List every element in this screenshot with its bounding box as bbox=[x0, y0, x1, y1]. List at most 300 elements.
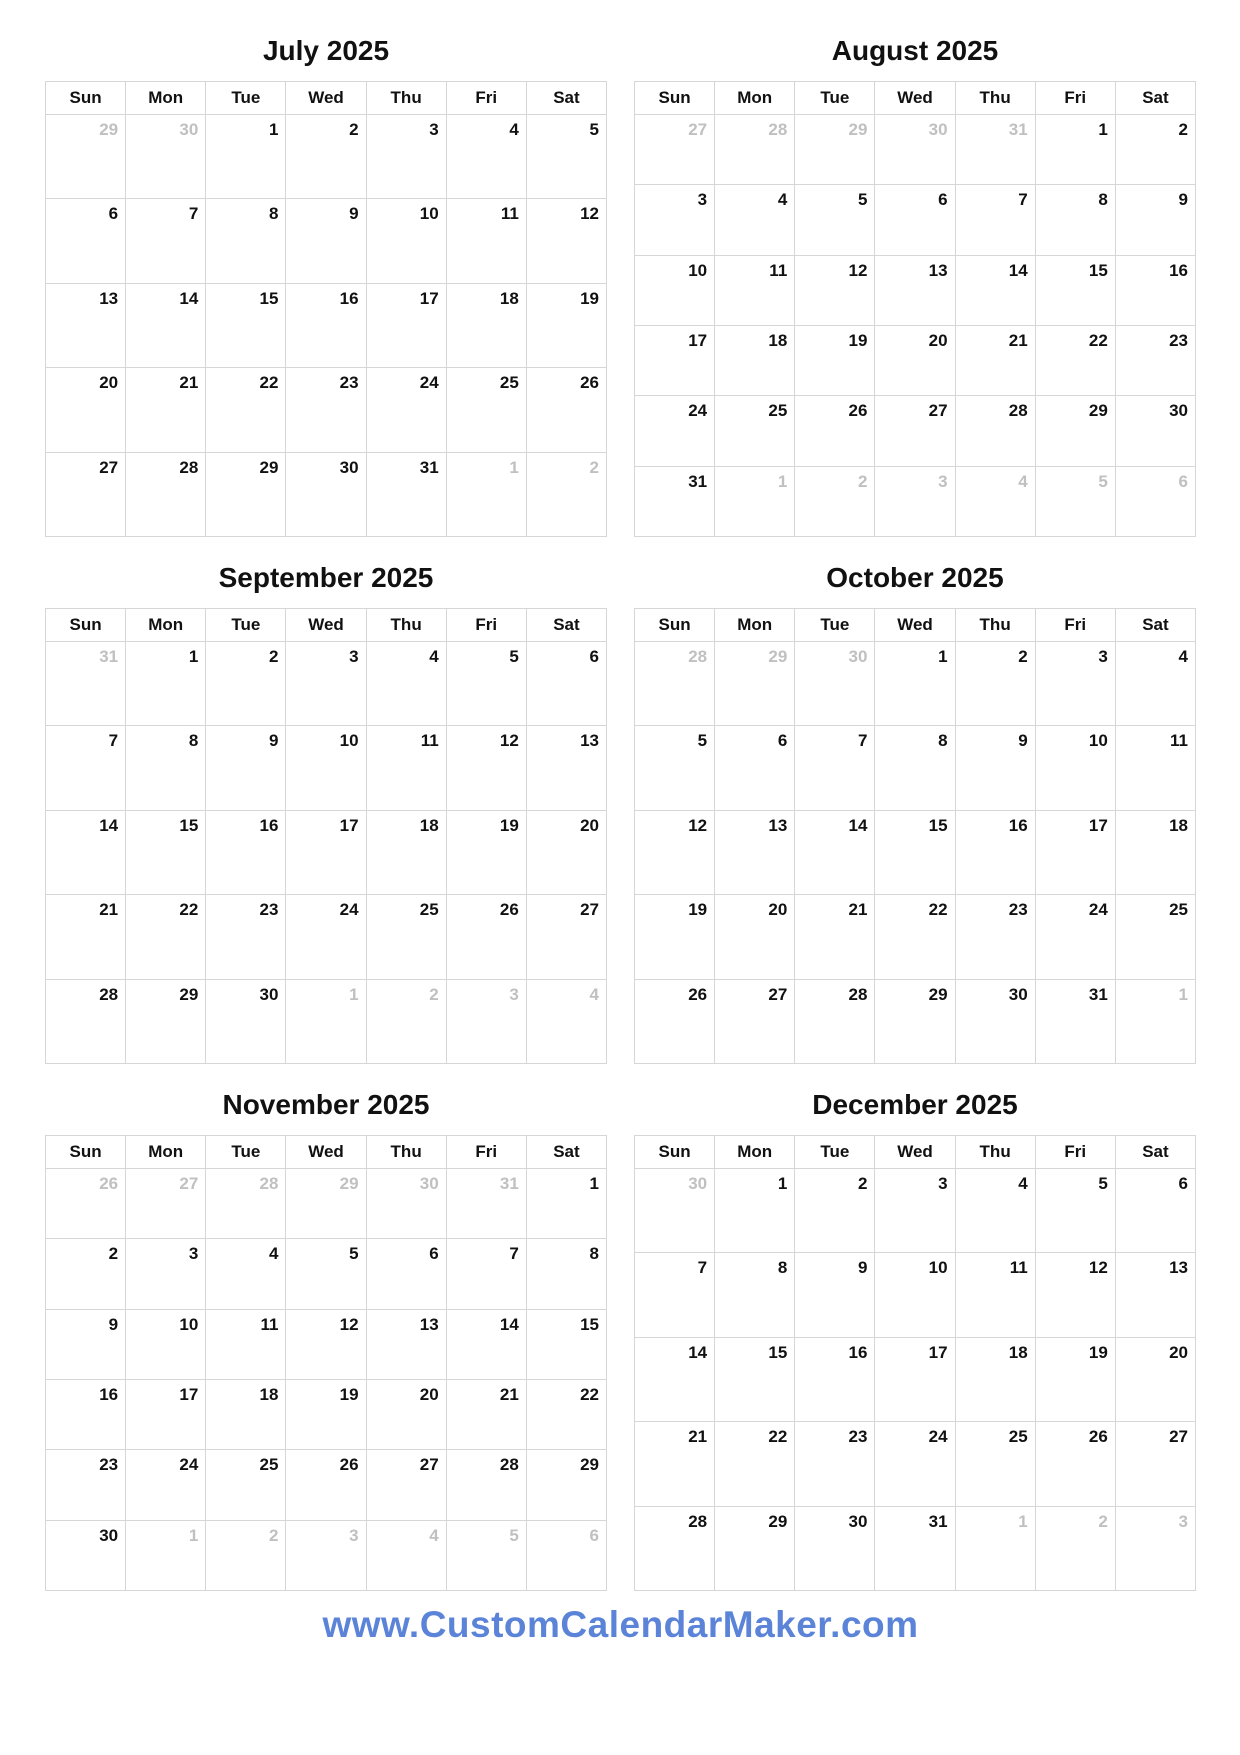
day-cell: 19 bbox=[795, 325, 875, 395]
day-cell: 21 bbox=[795, 895, 875, 979]
weekday-header: Fri bbox=[1035, 609, 1115, 642]
weekday-header: Sat bbox=[526, 1136, 606, 1169]
month-grid bbox=[634, 81, 1196, 537]
day-cell: 26 bbox=[446, 895, 526, 979]
weekday-header: Tue bbox=[795, 1136, 875, 1169]
weekday-header: Wed bbox=[875, 82, 955, 115]
weekday-header: Mon bbox=[715, 1136, 795, 1169]
day-cell: 6 bbox=[366, 1239, 446, 1309]
day-cell: 20 bbox=[715, 895, 795, 979]
day-cell: 25 bbox=[1115, 895, 1195, 979]
week-row bbox=[46, 810, 607, 894]
day-cell: 27 bbox=[46, 452, 126, 536]
day-cell: 25 bbox=[955, 1422, 1035, 1506]
month-grid bbox=[634, 608, 1196, 1064]
weekday-header-row bbox=[635, 82, 1196, 115]
week-row bbox=[46, 895, 607, 979]
day-cell: 8 bbox=[126, 726, 206, 810]
day-cell: 21 bbox=[955, 325, 1035, 395]
day-cell: 30 bbox=[795, 1506, 875, 1590]
day-cell: 31 bbox=[366, 452, 446, 536]
day-cell: 10 bbox=[875, 1253, 955, 1337]
month-title: July 2025 bbox=[262, 35, 390, 66]
day-cell: 12 bbox=[286, 1309, 366, 1379]
month-october-2025 bbox=[634, 537, 1196, 1064]
day-cell-adjacent-month: 2 bbox=[526, 452, 606, 536]
weekday-header: Fri bbox=[446, 82, 526, 115]
weekday-header: Mon bbox=[126, 82, 206, 115]
weekday-header-row bbox=[46, 1136, 607, 1169]
weekday-header: Sun bbox=[635, 82, 715, 115]
day-cell: 22 bbox=[126, 895, 206, 979]
day-cell: 11 bbox=[366, 726, 446, 810]
day-cell: 23 bbox=[795, 1422, 875, 1506]
day-cell: 8 bbox=[1035, 185, 1115, 255]
day-cell: 19 bbox=[1035, 1337, 1115, 1421]
day-cell: 11 bbox=[1115, 726, 1195, 810]
month-july-2025 bbox=[45, 10, 607, 537]
day-cell: 2 bbox=[286, 115, 366, 199]
day-cell: 26 bbox=[286, 1450, 366, 1520]
day-cell: 18 bbox=[955, 1337, 1035, 1421]
day-cell: 7 bbox=[635, 1253, 715, 1337]
week-row bbox=[46, 1379, 607, 1449]
day-cell: 8 bbox=[206, 199, 286, 283]
day-cell: 29 bbox=[126, 979, 206, 1063]
day-cell: 9 bbox=[955, 726, 1035, 810]
weekday-header: Mon bbox=[126, 609, 206, 642]
day-cell: 13 bbox=[715, 810, 795, 894]
day-cell-adjacent-month: 2 bbox=[795, 466, 875, 536]
day-cell: 31 bbox=[1035, 979, 1115, 1063]
month-grid bbox=[634, 1135, 1196, 1591]
week-row bbox=[635, 396, 1196, 466]
day-cell-adjacent-month: 1 bbox=[286, 979, 366, 1063]
weekday-header: Mon bbox=[715, 82, 795, 115]
weekday-header: Tue bbox=[795, 82, 875, 115]
weekday-header: Sat bbox=[1115, 609, 1195, 642]
week-row bbox=[46, 199, 607, 283]
day-cell: 6 bbox=[875, 185, 955, 255]
weekday-header: Sat bbox=[1115, 1136, 1195, 1169]
day-cell: 1 bbox=[206, 115, 286, 199]
week-row bbox=[635, 1337, 1196, 1421]
day-cell: 26 bbox=[795, 396, 875, 466]
day-cell: 17 bbox=[366, 283, 446, 367]
day-cell: 16 bbox=[46, 1379, 126, 1449]
day-cell: 28 bbox=[126, 452, 206, 536]
month-september-2025 bbox=[45, 537, 607, 1064]
day-cell: 2 bbox=[955, 642, 1035, 726]
day-cell: 22 bbox=[875, 895, 955, 979]
day-cell: 20 bbox=[526, 810, 606, 894]
day-cell: 26 bbox=[1035, 1422, 1115, 1506]
day-cell: 26 bbox=[635, 979, 715, 1063]
day-cell: 30 bbox=[46, 1520, 126, 1590]
week-row bbox=[635, 115, 1196, 185]
day-cell: 20 bbox=[875, 325, 955, 395]
day-cell: 11 bbox=[715, 255, 795, 325]
day-cell: 23 bbox=[955, 895, 1035, 979]
day-cell: 29 bbox=[1035, 396, 1115, 466]
day-cell-adjacent-month: 30 bbox=[126, 115, 206, 199]
day-cell: 24 bbox=[126, 1450, 206, 1520]
day-cell: 29 bbox=[206, 452, 286, 536]
weekday-header-row bbox=[635, 1136, 1196, 1169]
day-cell: 29 bbox=[526, 1450, 606, 1520]
day-cell: 1 bbox=[526, 1169, 606, 1239]
week-row bbox=[635, 466, 1196, 536]
day-cell-adjacent-month: 4 bbox=[955, 466, 1035, 536]
week-row bbox=[46, 368, 607, 452]
weekday-header: Fri bbox=[1035, 82, 1115, 115]
month-grid bbox=[45, 81, 607, 537]
day-cell: 30 bbox=[955, 979, 1035, 1063]
weekday-header: Wed bbox=[286, 82, 366, 115]
month-grid bbox=[45, 1135, 607, 1591]
day-cell: 19 bbox=[286, 1379, 366, 1449]
weekday-header: Thu bbox=[955, 609, 1035, 642]
week-row bbox=[635, 642, 1196, 726]
day-cell: 23 bbox=[206, 895, 286, 979]
day-cell: 15 bbox=[875, 810, 955, 894]
day-cell: 17 bbox=[126, 1379, 206, 1449]
day-cell: 29 bbox=[875, 979, 955, 1063]
day-cell: 7 bbox=[795, 726, 875, 810]
months-grid bbox=[45, 10, 1196, 1591]
day-cell: 25 bbox=[715, 396, 795, 466]
day-cell: 14 bbox=[126, 283, 206, 367]
day-cell: 5 bbox=[446, 642, 526, 726]
day-cell: 16 bbox=[795, 1337, 875, 1421]
week-row bbox=[635, 895, 1196, 979]
day-cell: 4 bbox=[955, 1169, 1035, 1253]
day-cell: 6 bbox=[1115, 1169, 1195, 1253]
day-cell-adjacent-month: 4 bbox=[366, 1520, 446, 1590]
weekday-header: Mon bbox=[126, 1136, 206, 1169]
day-cell: 10 bbox=[126, 1309, 206, 1379]
day-cell-adjacent-month: 29 bbox=[795, 115, 875, 185]
day-cell: 8 bbox=[715, 1253, 795, 1337]
day-cell: 23 bbox=[1115, 325, 1195, 395]
week-row bbox=[635, 325, 1196, 395]
day-cell-adjacent-month: 28 bbox=[206, 1169, 286, 1239]
day-cell-adjacent-month: 6 bbox=[1115, 466, 1195, 536]
weekday-header: Sun bbox=[46, 1136, 126, 1169]
weekday-header: Sat bbox=[1115, 82, 1195, 115]
day-cell: 14 bbox=[955, 255, 1035, 325]
day-cell: 30 bbox=[1115, 396, 1195, 466]
day-cell: 22 bbox=[1035, 325, 1115, 395]
week-row bbox=[46, 1169, 607, 1239]
day-cell: 17 bbox=[875, 1337, 955, 1421]
week-row bbox=[635, 1169, 1196, 1253]
day-cell: 19 bbox=[635, 895, 715, 979]
day-cell: 8 bbox=[526, 1239, 606, 1309]
day-cell: 24 bbox=[366, 368, 446, 452]
day-cell: 5 bbox=[286, 1239, 366, 1309]
day-cell: 10 bbox=[286, 726, 366, 810]
day-cell-adjacent-month: 29 bbox=[286, 1169, 366, 1239]
day-cell: 14 bbox=[795, 810, 875, 894]
week-row bbox=[46, 115, 607, 199]
week-row bbox=[635, 1422, 1196, 1506]
day-cell: 21 bbox=[126, 368, 206, 452]
day-cell: 16 bbox=[206, 810, 286, 894]
day-cell: 27 bbox=[875, 396, 955, 466]
day-cell: 17 bbox=[635, 325, 715, 395]
weekday-header: Thu bbox=[366, 609, 446, 642]
day-cell: 11 bbox=[206, 1309, 286, 1379]
weekday-header: Sun bbox=[635, 609, 715, 642]
day-cell: 27 bbox=[526, 895, 606, 979]
weekday-header: Tue bbox=[795, 609, 875, 642]
day-cell-adjacent-month: 2 bbox=[366, 979, 446, 1063]
day-cell-adjacent-month: 28 bbox=[635, 642, 715, 726]
day-cell-adjacent-month: 30 bbox=[875, 115, 955, 185]
day-cell: 1 bbox=[1035, 115, 1115, 185]
weekday-header: Wed bbox=[875, 1136, 955, 1169]
day-cell: 13 bbox=[366, 1309, 446, 1379]
day-cell: 6 bbox=[46, 199, 126, 283]
day-cell: 13 bbox=[526, 726, 606, 810]
day-cell: 10 bbox=[635, 255, 715, 325]
day-cell: 5 bbox=[526, 115, 606, 199]
day-cell: 15 bbox=[526, 1309, 606, 1379]
day-cell-adjacent-month: 1 bbox=[715, 466, 795, 536]
weekday-header: Sun bbox=[46, 82, 126, 115]
week-row bbox=[46, 642, 607, 726]
day-cell: 28 bbox=[795, 979, 875, 1063]
day-cell: 17 bbox=[1035, 810, 1115, 894]
weekday-header: Wed bbox=[286, 1136, 366, 1169]
day-cell-adjacent-month: 29 bbox=[46, 115, 126, 199]
day-cell: 3 bbox=[366, 115, 446, 199]
day-cell: 30 bbox=[286, 452, 366, 536]
day-cell: 3 bbox=[286, 642, 366, 726]
day-cell: 9 bbox=[795, 1253, 875, 1337]
week-row bbox=[635, 726, 1196, 810]
day-cell: 4 bbox=[366, 642, 446, 726]
week-row bbox=[46, 726, 607, 810]
watermark-url: www.CustomCalendarMaker.com bbox=[322, 1604, 919, 1645]
day-cell-adjacent-month: 27 bbox=[126, 1169, 206, 1239]
weekday-header: Fri bbox=[446, 1136, 526, 1169]
weekday-header: Tue bbox=[206, 1136, 286, 1169]
day-cell: 2 bbox=[46, 1239, 126, 1309]
day-cell: 22 bbox=[526, 1379, 606, 1449]
day-cell: 22 bbox=[715, 1422, 795, 1506]
day-cell: 7 bbox=[46, 726, 126, 810]
day-cell: 24 bbox=[875, 1422, 955, 1506]
day-cell: 24 bbox=[635, 396, 715, 466]
day-cell: 9 bbox=[286, 199, 366, 283]
week-row bbox=[46, 979, 607, 1063]
day-cell: 15 bbox=[206, 283, 286, 367]
day-cell: 14 bbox=[446, 1309, 526, 1379]
day-cell: 11 bbox=[955, 1253, 1035, 1337]
day-cell: 18 bbox=[206, 1379, 286, 1449]
day-cell: 11 bbox=[446, 199, 526, 283]
day-cell: 2 bbox=[1115, 115, 1195, 185]
day-cell: 29 bbox=[715, 1506, 795, 1590]
day-cell: 26 bbox=[526, 368, 606, 452]
weekday-header: Thu bbox=[366, 1136, 446, 1169]
day-cell: 4 bbox=[715, 185, 795, 255]
day-cell-adjacent-month: 31 bbox=[446, 1169, 526, 1239]
day-cell: 1 bbox=[715, 1169, 795, 1253]
weekday-header: Wed bbox=[286, 609, 366, 642]
day-cell: 30 bbox=[206, 979, 286, 1063]
week-row bbox=[635, 185, 1196, 255]
day-cell: 18 bbox=[715, 325, 795, 395]
weekday-header: Thu bbox=[955, 1136, 1035, 1169]
day-cell-adjacent-month: 30 bbox=[635, 1169, 715, 1253]
weekday-header: Tue bbox=[206, 82, 286, 115]
day-cell: 12 bbox=[795, 255, 875, 325]
day-cell-adjacent-month: 28 bbox=[715, 115, 795, 185]
day-cell: 28 bbox=[635, 1506, 715, 1590]
day-cell: 4 bbox=[1115, 642, 1195, 726]
day-cell: 7 bbox=[126, 199, 206, 283]
week-row bbox=[46, 452, 607, 536]
day-cell: 13 bbox=[875, 255, 955, 325]
day-cell: 31 bbox=[875, 1506, 955, 1590]
month-title: August 2025 bbox=[831, 35, 999, 66]
day-cell: 10 bbox=[366, 199, 446, 283]
month-august-2025 bbox=[634, 10, 1196, 537]
day-cell: 31 bbox=[635, 466, 715, 536]
day-cell: 24 bbox=[1035, 895, 1115, 979]
day-cell: 18 bbox=[1115, 810, 1195, 894]
day-cell: 25 bbox=[366, 895, 446, 979]
day-cell: 19 bbox=[526, 283, 606, 367]
day-cell: 21 bbox=[446, 1379, 526, 1449]
week-row bbox=[46, 1239, 607, 1309]
week-row bbox=[635, 810, 1196, 894]
weekday-header-row bbox=[635, 609, 1196, 642]
day-cell: 2 bbox=[795, 1169, 875, 1253]
week-row bbox=[46, 283, 607, 367]
week-row bbox=[635, 1253, 1196, 1337]
day-cell: 3 bbox=[126, 1239, 206, 1309]
day-cell: 12 bbox=[446, 726, 526, 810]
weekday-header: Sun bbox=[635, 1136, 715, 1169]
day-cell: 17 bbox=[286, 810, 366, 894]
day-cell: 5 bbox=[795, 185, 875, 255]
month-december-2025 bbox=[634, 1064, 1196, 1591]
day-cell-adjacent-month: 27 bbox=[635, 115, 715, 185]
day-cell: 5 bbox=[1035, 1169, 1115, 1253]
day-cell-adjacent-month: 4 bbox=[526, 979, 606, 1063]
day-cell: 16 bbox=[955, 810, 1035, 894]
week-row bbox=[46, 1450, 607, 1520]
day-cell: 21 bbox=[635, 1422, 715, 1506]
day-cell: 9 bbox=[206, 726, 286, 810]
day-cell: 27 bbox=[366, 1450, 446, 1520]
day-cell-adjacent-month: 31 bbox=[46, 642, 126, 726]
weekday-header-row bbox=[46, 609, 607, 642]
day-cell-adjacent-month: 5 bbox=[446, 1520, 526, 1590]
day-cell: 4 bbox=[206, 1239, 286, 1309]
weekday-header: Mon bbox=[715, 609, 795, 642]
weekday-header: Sun bbox=[46, 609, 126, 642]
day-cell: 3 bbox=[1035, 642, 1115, 726]
day-cell: 5 bbox=[635, 726, 715, 810]
month-title: November 2025 bbox=[222, 1089, 430, 1120]
day-cell: 20 bbox=[366, 1379, 446, 1449]
day-cell-adjacent-month: 1 bbox=[126, 1520, 206, 1590]
weekday-header: Thu bbox=[955, 82, 1035, 115]
day-cell: 16 bbox=[1115, 255, 1195, 325]
day-cell: 24 bbox=[286, 895, 366, 979]
week-row bbox=[46, 1309, 607, 1379]
weekday-header-row bbox=[46, 82, 607, 115]
day-cell: 7 bbox=[446, 1239, 526, 1309]
day-cell-adjacent-month: 2 bbox=[206, 1520, 286, 1590]
day-cell: 3 bbox=[875, 1169, 955, 1253]
day-cell: 6 bbox=[715, 726, 795, 810]
week-row bbox=[635, 255, 1196, 325]
week-row bbox=[635, 979, 1196, 1063]
day-cell: 12 bbox=[1035, 1253, 1115, 1337]
weekday-header: Fri bbox=[446, 609, 526, 642]
day-cell: 14 bbox=[46, 810, 126, 894]
weekday-header: Tue bbox=[206, 609, 286, 642]
day-cell-adjacent-month: 2 bbox=[1035, 1506, 1115, 1590]
week-row bbox=[46, 1520, 607, 1590]
day-cell-adjacent-month: 30 bbox=[795, 642, 875, 726]
month-title: October 2025 bbox=[826, 562, 1004, 593]
day-cell: 21 bbox=[46, 895, 126, 979]
weekday-header: Thu bbox=[366, 82, 446, 115]
month-title: September 2025 bbox=[218, 562, 434, 593]
day-cell: 12 bbox=[635, 810, 715, 894]
weekday-header: Fri bbox=[1035, 1136, 1115, 1169]
day-cell: 27 bbox=[1115, 1422, 1195, 1506]
day-cell: 9 bbox=[1115, 185, 1195, 255]
day-cell-adjacent-month: 3 bbox=[875, 466, 955, 536]
day-cell: 1 bbox=[875, 642, 955, 726]
day-cell: 19 bbox=[446, 810, 526, 894]
weekday-header: Sat bbox=[526, 82, 606, 115]
day-cell: 7 bbox=[955, 185, 1035, 255]
day-cell: 28 bbox=[955, 396, 1035, 466]
day-cell: 18 bbox=[366, 810, 446, 894]
day-cell: 28 bbox=[46, 979, 126, 1063]
day-cell: 16 bbox=[286, 283, 366, 367]
day-cell: 13 bbox=[1115, 1253, 1195, 1337]
day-cell: 14 bbox=[635, 1337, 715, 1421]
weekday-header: Wed bbox=[875, 609, 955, 642]
day-cell-adjacent-month: 31 bbox=[955, 115, 1035, 185]
day-cell-adjacent-month: 29 bbox=[715, 642, 795, 726]
day-cell: 2 bbox=[206, 642, 286, 726]
day-cell: 15 bbox=[1035, 255, 1115, 325]
day-cell: 28 bbox=[446, 1450, 526, 1520]
day-cell-adjacent-month: 6 bbox=[526, 1520, 606, 1590]
week-row bbox=[635, 1506, 1196, 1590]
weekday-header: Sat bbox=[526, 609, 606, 642]
day-cell-adjacent-month: 1 bbox=[1115, 979, 1195, 1063]
day-cell: 15 bbox=[715, 1337, 795, 1421]
day-cell-adjacent-month: 30 bbox=[366, 1169, 446, 1239]
month-grid bbox=[45, 608, 607, 1064]
day-cell: 25 bbox=[206, 1450, 286, 1520]
day-cell: 18 bbox=[446, 283, 526, 367]
day-cell: 12 bbox=[526, 199, 606, 283]
day-cell: 8 bbox=[875, 726, 955, 810]
